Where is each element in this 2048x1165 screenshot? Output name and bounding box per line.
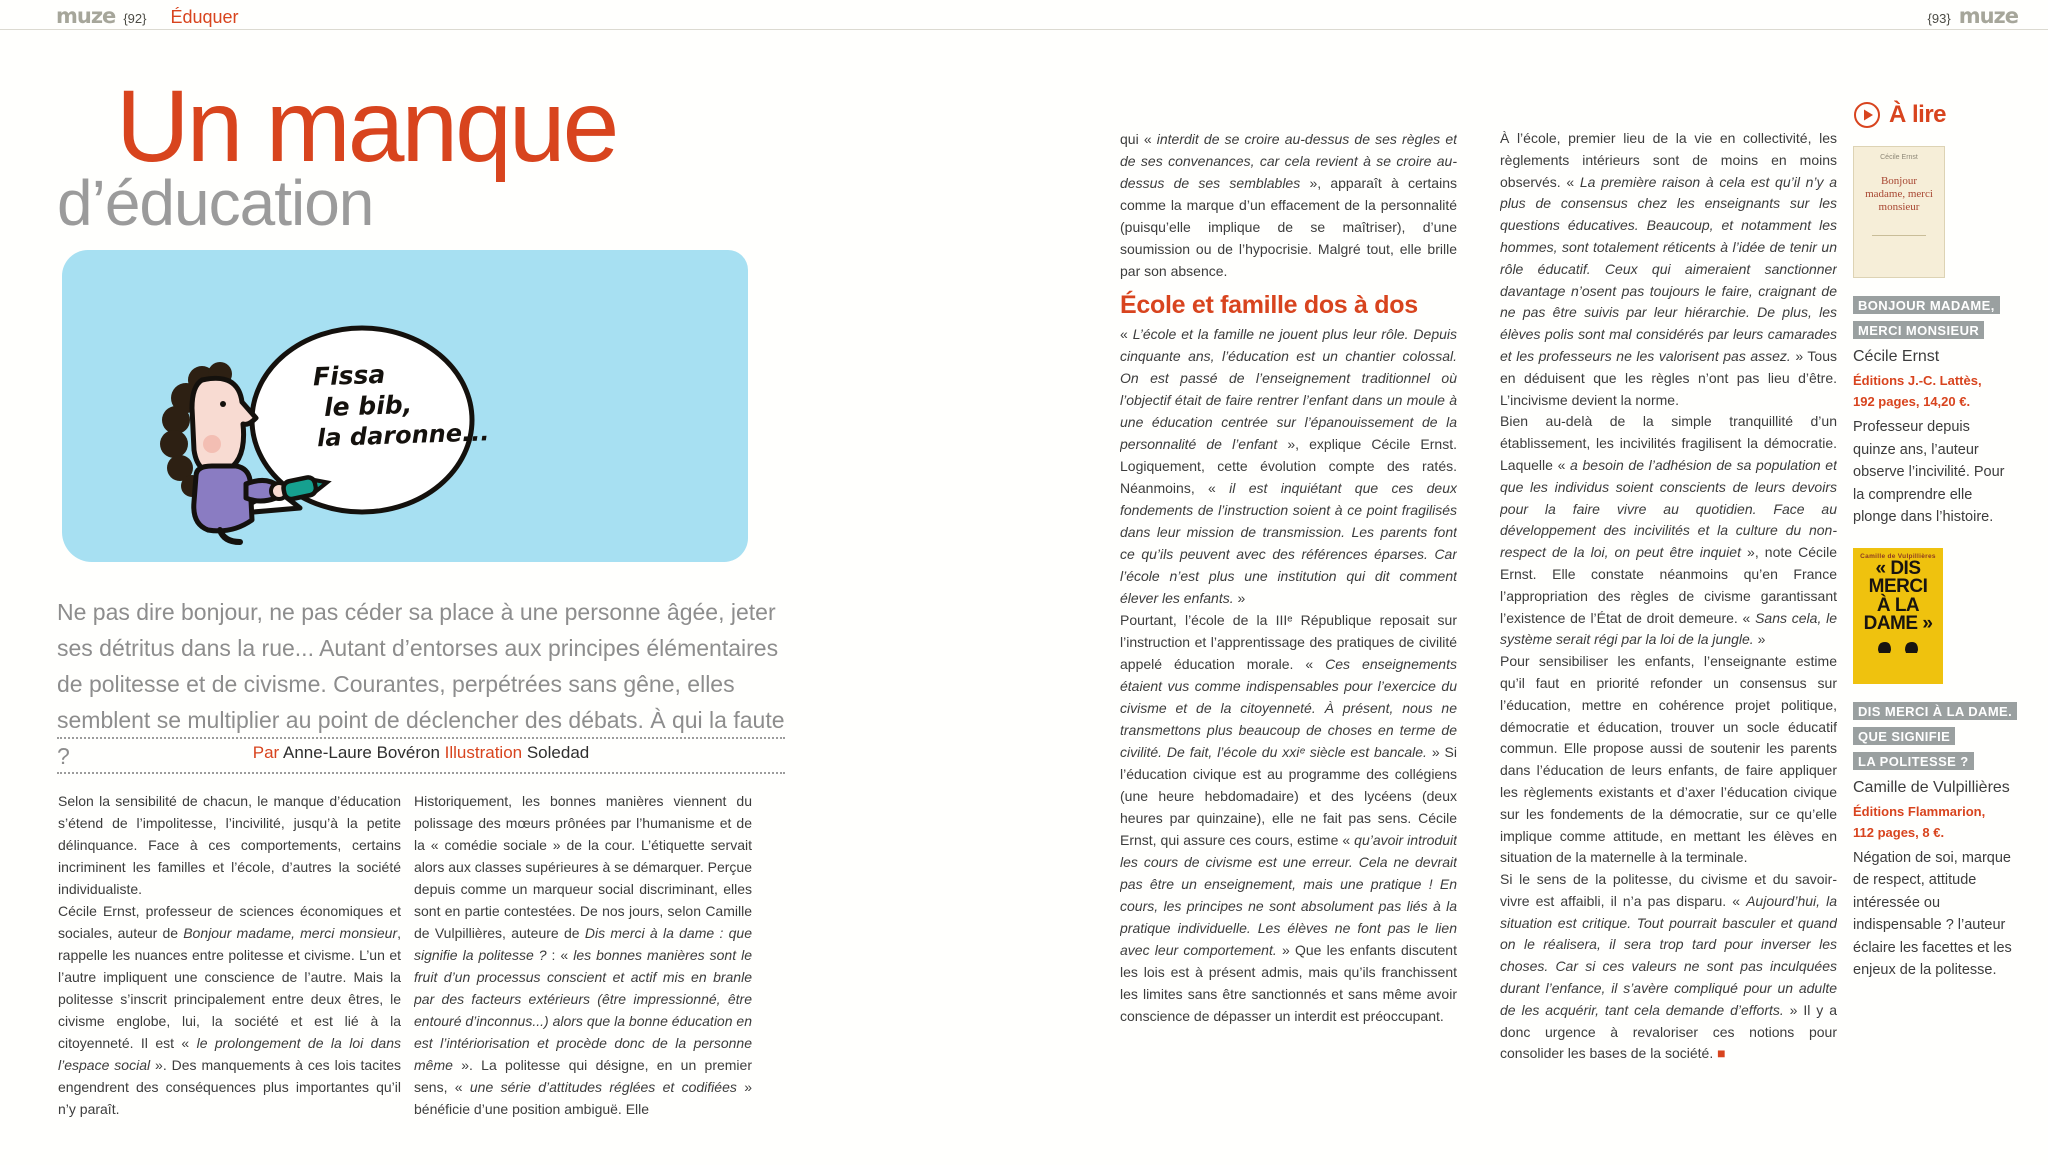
book2-publisher: Éditions Flammarion, [1853,803,1986,819]
body-column-1 [58,790,401,1162]
book2-description: Négation de soi, marque de respect, attitude intéressée ou indispensable ? l’auteur éclaire les facettes et les enjeux de la politesse. [1853,849,2012,978]
book2-cover-author: Camille de Vulpillières [1860,552,1936,560]
body-paragraph: Cécile Ernst, professeur de sciences économiques et sociales, auteur de Bonjour madame, merci monsieur, rappelle les nuances entre politesse et civisme. L’un et l’autre impliquent une conscience de l’autre. Mais la politesse s’inscrit principalement entre deux êtres, le civisme englobe, lui, la société et est lié à la citoyenneté. Il est « le prolongement de la loi dans l’espace social ». Des manquements à ces lois tacites engendrent des conséquences plus importantes qu’il n’y paraît. [58,903,401,1117]
body-column-4 [1500,128,1837,1138]
book2-cover-title: « DIS MERCI À LA DAME » [1863,557,1933,634]
a-lire-label: À lire [1889,101,1947,128]
book2-title: DIS MERCI À LA DAME. QUE SIGNIFIE LA POLITESSE ? [1853,701,2025,772]
muze-logo: muze [56,4,116,28]
book1-title: BONJOUR MADAME, MERCI MONSIEUR [1853,295,2025,341]
book1-publisher: Éditions J.-C. Lattès, [1853,373,1982,388]
body-paragraph: À l’école, premier lieu de la vie en collectivité, les règlements intérieurs sont de moins en moins observés. « La première raison à cela est qu’il n’y a plus de consensus chez les enseignants sur les questions éducatives. Beaucoup, et notamment les hommes, sont totalement réticents à l’idée de tenir un rôle éducatif. Ceux qui aimeraient sanctionner davantage n’osent pas toujours le faire, craignant de ne pas être suivis par leur hiérarchie. De plus, les élèves polis sont mal considérés par leurs camarades et les professeurs ne les valorisent pas assez. » Tous en déduisent que les règles n’ont pas lieu d’être. L’incivisme devient la norme. [1500,130,1837,408]
byline-rule-top [57,737,785,739]
body-paragraph: Selon la sensibilité de chacun, le manque d’éducation s’étend de l’impolitesse, l’incivilité, jusqu’à la petite délinquance. Face à ces comportements, certains incriminent les familles et l’école, d’autres la société individualiste. [58,793,401,897]
body-column-2 [414,790,752,1162]
a-lire-header [1853,100,2025,130]
book1-cover-rule [1872,235,1926,236]
book1-description: Professeur depuis quinze ans, l’auteur observe l’incivilité. Pour la comprendre elle plonge dans l’histoire. [1853,419,2005,525]
book1-author: Cécile Ernst [1853,348,1940,365]
body-paragraph: « L’école et la famille ne jouent plus leur rôle. Depuis cinquante ans, l’éducation est un chantier colossal. On est passé de l’enseignement traditionnel où l’objectif était de faire rentrer l’enfant dans un moule à une éducation centrée sur l’épanouissement de la personnalité de l’enfant », explique Cécile Ernst. Logiquement, cette évolution compte des ratés. Néanmoins, « il est inquiétant que ces deux fondements de l’instruction soient à ce point fragilisés dans leur mission de transmission. Les parents font ce qu’ils peuvent avec des références éparses. Car l’école n’est plus une institution qui dit comment élever les enfants. » [1120,326,1457,606]
book2-author: Camille de Vulpillières [1853,778,2010,796]
book-cover-bonjour-madame [1853,146,1945,278]
illustration [62,250,748,562]
header-left [56,4,239,28]
play-icon [1853,101,1881,129]
header-right [1920,4,2018,28]
body-paragraph: Historiquement, les bonnes manières viennent du polissage des mœurs prônées par l’humanisme et de la « comédie sociale » de la cour. L’étiquette servait alors aux classes supérieures à se démarquer. Perçue depuis comme un marqueur social discriminant, elles sont en partie contestées. De nos jours, selon Camille de Vulpillières, auteure de Dis merci à la dame : que signifie la politesse ? : « les bonnes manières sont le fruit d’un processus conscient et actif mis en branle par des facteurs extérieurs (être impressionné, être entouré d’inconnus...) alors que la bonne éducation en est l’intériorisation et procède donc de la personne même ». La politesse qui désigne, en un premier sens, « une série d’attitudes réglées et codifiées » bénéficie d’une position ambiguë. Elle [414,793,752,1117]
book2-pages-price: 112 pages, 8 €. [1853,824,1945,840]
byline-rule-bottom [57,772,785,774]
body-paragraph: Pour sensibiliser les enfants, l’enseignante estime qu’il faut en priorité refonder un consensus sur l’éducation, mettre en cohérence projet politique, démocratie et éducation, trouver un socle éducatif commun. Elle propose aussi de soutenir les parents dans l’éducation de leurs enfants, de faire appliquer les règlements existants et d’axer l’éducation civique sur les fondements de la démocratie, sur ce qu’elle implique comme attitude, en mettant les élèves en situation de la maternelle à la terminale. [1500,653,1837,866]
body-paragraph: qui « interdit de se croire au-dessus de ses règles et de ses convenances, car cela revient à se croire au-dessus de ses semblables », apparaît à certains comme la marque d’un effacement de la personnalité (puisqu’elle implique de se maîtriser), d’une soumission ou de l’hypocrisie. Malgré tout, elle brille par son absence. [1120,131,1457,279]
book1-cover-author: Cécile Ernst [1880,154,1918,161]
page-number-right: {93} [1927,11,1951,26]
header-rule [0,29,2048,30]
byline: Par Anne-Laure Bovéron Illustration Soledad [252,743,590,762]
book1-pages-price: 192 pages, 14,20 €. [1853,394,1971,409]
body-paragraph: Pourtant, l’école de la IIIᵉ République reposait sur l’instruction et l’apprentissage des pratiques de civilité appelé éducation morale. « Ces enseignements étaient vus comme indispensables pour l’exercice du civisme et de la citoyenneté. À présent, nous ne transmettons plus beaucoup de choses en terme de civilité. De fait, l’école du xxiᵉ siècle est bancale. » Si l’éducation civique est au programme des collégiens (une heure hebdomadaire) et des lycéens (deux heures par quinzaine), elle ne fait pas sens. Cécile Ernst, qui assure ces cours, estime « qu’avoir introduit les cours de civisme est une erreur. Cela ne devrait pas être un enseignement, mais une pratique ! En cours, les principes ne sont absolument pas liés à la pratique individuelle. Les élèves ne font pas le lien avec leur comportement. » Que les enfants discutent les lois est à présent admis, mais qu’ils franchissent les limites sans être sanctionnés et sans même avoir conscience de dépasser un interdit est préoccupant. [1120,612,1457,1024]
body-column-3 [1120,128,1457,1138]
muze-logo-right: muze [1958,4,2018,28]
standfirst: Ne pas dire bonjour, ne pas céder sa place à une personne âgée, jeter ses détritus dans la rue... Autant d’entorses aux principes élémentaires de politesse et de civisme. Courantes, perpétrées sans gêne, elles semblent se multiplier au point de déclencher des débats. À qui la faute ? [57,599,785,769]
column-subhead: École et famille dos à dos [1120,291,1418,319]
speech-bubble-text: Fissa le bib, la daronne... [312,359,490,453]
page-number-left: {92} [123,11,147,26]
book1-cover-title: Bonjour madame, merci monsieur [1865,175,1933,213]
book-cover-dis-merci [1853,548,1943,684]
section-label: Éduquer [170,7,239,27]
a-lire-sidebar [1853,100,2025,982]
book2-feet-illustration [1853,638,1943,659]
article-title-line1: Un manque [116,69,617,183]
body-paragraph: Bien au-delà de la simple tranquillité d’un établissement, les incivilités fragilisent la démocratie. Laquelle « a besoin de l’adhésion de sa population et que les individus soient conscients de leurs devoirs pour la faire vivre au quotidien. Face au développement des incivilités et la culture du non-respect de la loi, on peut être inquiet », note Cécile Ernst. Elle constate néanmoins qu’en France l’appropriation des règles de civisme garantissant l’existence de l’État de droit demeure. « Sans cela, le système serait régi par la loi de la jungle. » [1500,413,1837,648]
article-title-line2: d’éducation [57,167,374,239]
body-paragraph: Si le sens de la politesse, du civisme et du savoir-vivre est affaibli, il n’a pas disparu. « Aujourd’hui, la situation est critique. Tout pourrait basculer et quand on le réalisera, il sera trop tard pour inverser les choses. Car si ces valeurs ne sont pas inculquées durant l’enfance, il s’avère compliqué pour un adulte de les acquérir, tant cela demande d’efforts. » Il y a donc urgence à revaloriser ces notions pour consolider les bases de la société. ■ [1500,871,1837,1062]
